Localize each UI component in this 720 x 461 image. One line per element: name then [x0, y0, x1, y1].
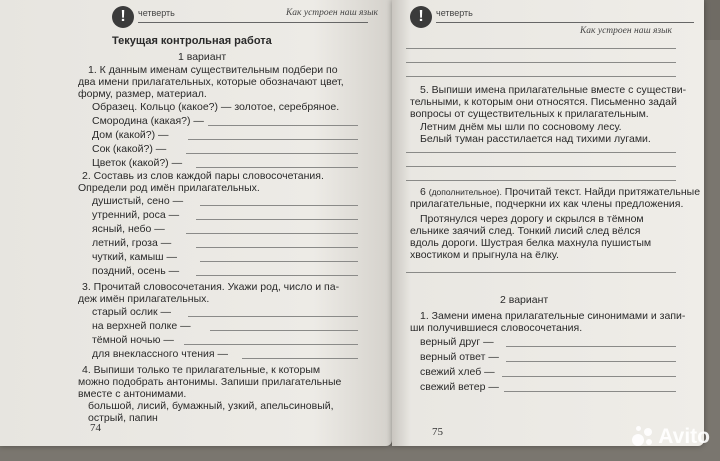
- task2-item: ясный, небо —: [92, 223, 165, 235]
- task6-heading: [420, 186, 700, 198]
- task1-example: Образец. Кольцо (какое?) — золотое, серебряное.: [92, 101, 340, 113]
- page-number: 74: [90, 422, 101, 434]
- header-section-label: четверть: [436, 8, 473, 18]
- task6-line: прилагательные, подчеркни их как члены предложения.: [410, 198, 684, 210]
- task3-item: старый ослик —: [92, 306, 172, 318]
- variant-label: 1 вариант: [178, 51, 227, 63]
- page-title: Текущая контрольная работа: [112, 35, 272, 47]
- answer-line[interactable]: [406, 76, 676, 77]
- answer-line[interactable]: [200, 261, 358, 262]
- task5-line: вопросы от существительных к прилагательным.: [410, 108, 649, 120]
- answer-line[interactable]: [186, 153, 358, 154]
- v2-task1-item: верный ответ —: [420, 351, 499, 363]
- answer-line[interactable]: [196, 275, 358, 276]
- task3-line: 3. Прочитай словосочетания. Укажи род, число и па-: [82, 281, 340, 293]
- task3-item: на верхней полке —: [92, 320, 191, 332]
- answer-line[interactable]: [188, 316, 358, 317]
- answer-line[interactable]: [502, 376, 676, 377]
- task2-item: душистый, сено —: [92, 195, 184, 207]
- answer-line[interactable]: [406, 272, 676, 273]
- task2-item: чуткий, камыш —: [92, 251, 177, 263]
- task2-item: утренний, роса —: [92, 209, 180, 221]
- task3-item: для внеклассного чтения —: [92, 348, 229, 360]
- task6-text-line: вдоль дороги. Шустрая белка махнула пушистым: [410, 237, 652, 249]
- answer-line[interactable]: [188, 139, 358, 140]
- task1-item: Сок (какой?) —: [92, 143, 167, 155]
- answer-line[interactable]: [242, 358, 358, 359]
- v2-task1-line: ши получившиеся словосочетания.: [410, 322, 583, 334]
- header-rule: [138, 22, 368, 23]
- answer-line[interactable]: [208, 125, 358, 126]
- v2-task1-line: 1. Замени имена прилагательные синонимами и запи-: [420, 310, 686, 322]
- avito-logo-icon: [632, 426, 654, 448]
- v2-task1-item: свежий ветер —: [420, 381, 499, 393]
- page-number: 75: [432, 426, 443, 438]
- answer-line[interactable]: [406, 48, 676, 49]
- task3-item: тёмной ночью —: [92, 334, 174, 346]
- avito-watermark: [632, 425, 710, 449]
- task2-item: летний, гроза —: [92, 237, 172, 249]
- variant-label: 2 вариант: [500, 294, 549, 306]
- watermark-text: Avito: [658, 425, 710, 448]
- task6-text-line: хвостиком и прыгнула на ёлку.: [410, 249, 559, 261]
- answer-line[interactable]: [506, 346, 676, 347]
- answer-line[interactable]: [406, 166, 676, 167]
- task4-line: 4. Выпиши только те прилагательные, к которым: [82, 364, 321, 376]
- task5-line: тельными, к которым они относятся. Письменно задай: [410, 96, 677, 108]
- answer-line[interactable]: [406, 62, 676, 63]
- task4-line: вместе с антонимами.: [78, 388, 187, 400]
- header-book-title: Как устроен наш язык: [580, 26, 672, 36]
- task2-line: 2. Составь из слов каждой пары словосочетания.: [82, 170, 324, 182]
- answer-line[interactable]: [406, 180, 676, 181]
- header-rule: [436, 22, 694, 23]
- task5-sentence: Летним днём мы шли по сосновому лесу.: [420, 121, 622, 133]
- answer-line[interactable]: [506, 361, 676, 362]
- answer-line[interactable]: [504, 391, 676, 392]
- task1-item: Цветок (какой?) —: [92, 157, 183, 169]
- task4-words: острый, папин: [88, 412, 158, 424]
- right-page: [392, 0, 704, 446]
- task1-line: два имени прилагательных, которые обозначают цвет,: [78, 76, 344, 88]
- task6-instruction: Прочитай текст. Найди притяжательные: [504, 186, 701, 198]
- answer-line[interactable]: [210, 330, 358, 331]
- answer-line[interactable]: [196, 219, 358, 220]
- task4-words: большой, лисий, бумажный, узкий, апельсиновый,: [88, 400, 334, 412]
- task6-note: (дополнительное).: [428, 187, 502, 197]
- task1-item: Смородина (какая?) —: [92, 115, 204, 127]
- task4-line: можно подобрать антонимы. Запиши прилагательные: [78, 376, 342, 388]
- task2-line: Определи род имён прилагательных.: [78, 182, 260, 194]
- v2-task1-item: верный друг —: [420, 336, 494, 348]
- task1-line: 1. К данным именам существительным подбери по: [88, 64, 338, 76]
- task5-line: 5. Выпиши имена прилагательные вместе с существи-: [420, 84, 687, 96]
- task5-sentence: Белый туман расстилается над тихими лугами.: [420, 133, 651, 145]
- task1-item: Дом (какой?) —: [92, 129, 169, 141]
- task3-line: деж имён прилагательных.: [78, 293, 210, 305]
- answer-line[interactable]: [196, 247, 358, 248]
- task6-text-line: ельнике заячий след. Тонкий лисий след вёлся: [410, 225, 641, 237]
- answer-line[interactable]: [186, 233, 358, 234]
- answer-line[interactable]: [196, 167, 358, 168]
- task6-text-line: Протянулся через дорогу и скрылся в тёмном: [420, 213, 644, 225]
- exclamation-icon: !: [410, 6, 432, 28]
- header-section-label: четверть: [138, 8, 175, 18]
- task6-number: 6: [420, 186, 426, 198]
- exclamation-icon: !: [112, 6, 134, 28]
- answer-line[interactable]: [200, 205, 358, 206]
- answer-line[interactable]: [406, 152, 676, 153]
- task1-line: форму, размер, материал.: [78, 88, 207, 100]
- answer-line[interactable]: [184, 344, 358, 345]
- task2-item: поздний, осень —: [92, 265, 180, 277]
- header-book-title: Как устроен наш язык: [286, 8, 378, 18]
- v2-task1-item: свежий хлеб —: [420, 366, 495, 378]
